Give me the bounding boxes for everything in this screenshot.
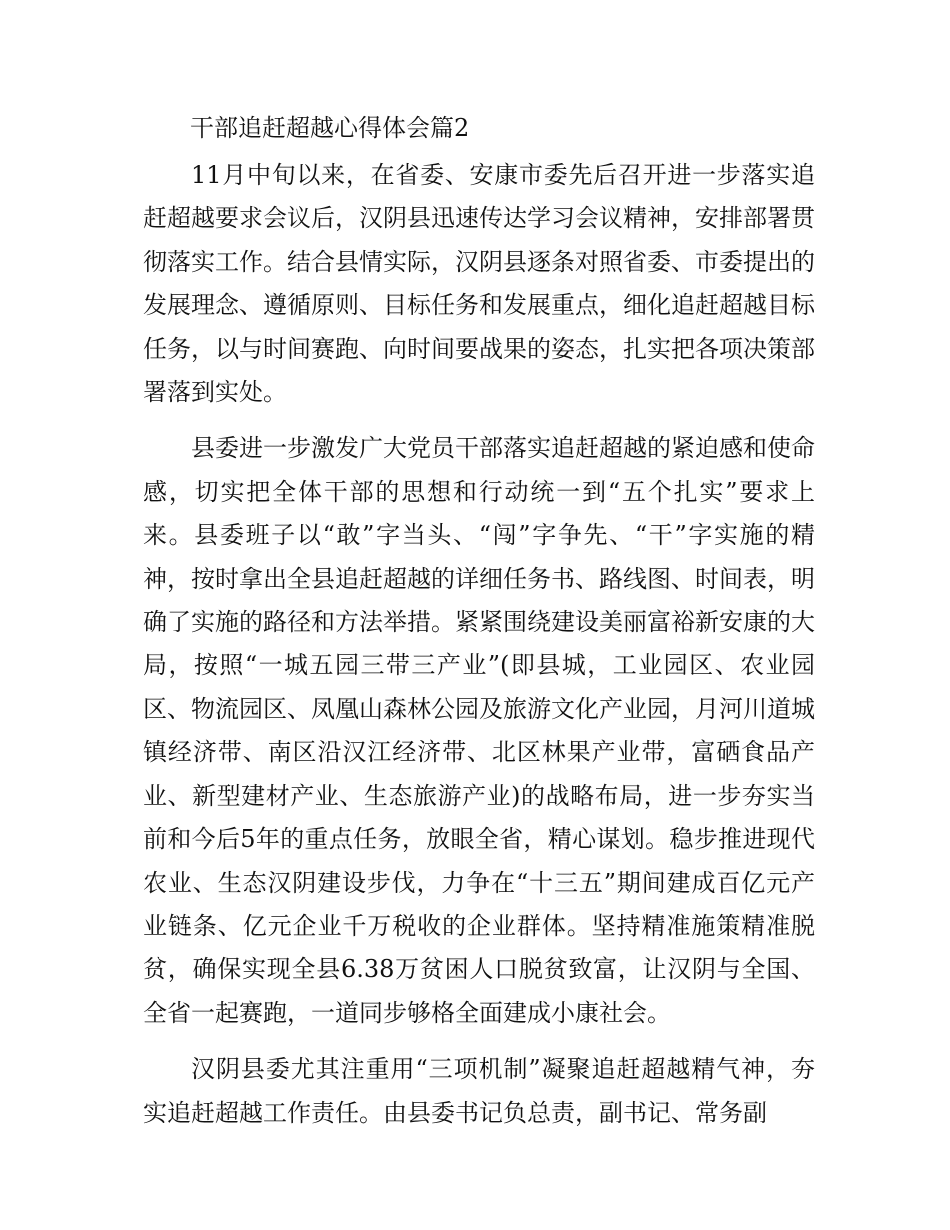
paragraph-1: 11月中旬以来，在省委、安康市委先后召开进一步落实追赶超越要求会议后，汉阴县迅速传达学习会议精神，安排部署贯彻落实工作。结合县情实际，汉阴县逐条对照省委、市委提出的发展理念、遵循原则、目标任务和发展重点，细化追赶超越目标任务，以与时间赛跑、向时间要战果的姿态，扎实把各项决策部署落到实处。 [143, 161, 815, 407]
document-title: 干部追赶超越心得体会篇2 [190, 114, 470, 142]
paragraph-3: 汉阴县委尤其注重用“三项机制”凝聚追赶超越精气神，夯实追赶超越工作责任。由县委书记负总责，副书记、常务副 [143, 1055, 815, 1127]
paragraph-2: 县委进一步激发广大党员干部落实追赶超越的紧迫感和使命感，切实把全体干部的思想和行动统一到“五个扎实”要求上来。县委班子以“敢”字当头、“闯”字争先、“干”字实施的精神，按时拿出全县追赶超越的详细任务书、路线图、时间表，明确了实施的路径和方法举措。紧紧围绕建设美丽富裕新安康的大局，按照“一城五园三带三产业”(即县城，工业园区、农业园区、物流园区、凤凰山森林公园及旅游文化产业园，月河川道城镇经济带、南区沿汉江经济带、北区林果产业带，富硒食品产业、新型建材产业、生态旅游产业)的战略布局，进一步夯实当前和今后5年的重点任务，放眼全省，精心谋划。稳步推进现代农业、生态汉阴建设步伐，力争在“十三五”期间建成百亿元产业链条、亿元企业千万税收的企业群体。坚持精准施策精准脱贫，确保实现全县6.38万贫困人口脱贫致富，让汉阴与全国、全省一起赛跑，一道同步够格全面建成小康社会。 [143, 434, 815, 1027]
